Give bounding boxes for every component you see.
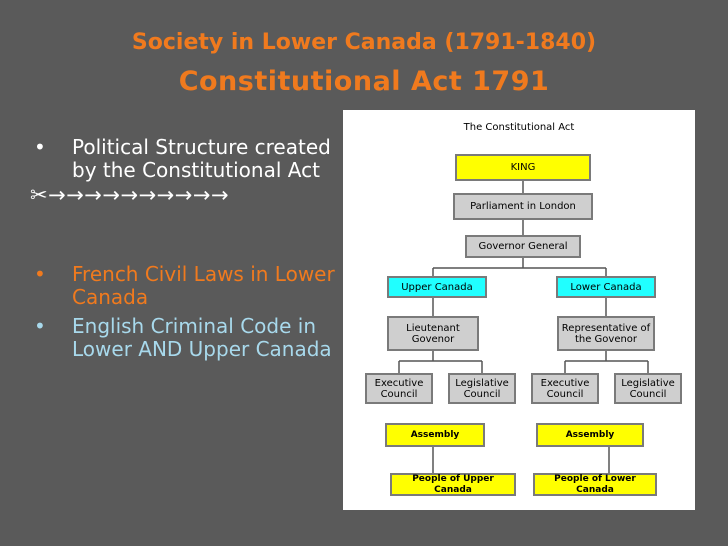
governor-general-box: Governor General [465, 235, 581, 258]
people-upper-canada-box: People of Upper Canada [390, 473, 516, 496]
bullet-text: French Civil Laws in Lower Canada [72, 262, 335, 309]
lower-executive-council-box: Executive Council [531, 373, 599, 404]
bullet-text: Political Structure created by the Constitutional Act [72, 135, 331, 182]
lower-assembly-box: Assembly [536, 423, 644, 447]
lieutenant-governor-box: Lieutenant Govenor [387, 316, 479, 351]
upper-canada-box: Upper Canada [387, 276, 487, 298]
representative-governor-box: Representative of the Govenor [557, 316, 655, 351]
bullet-list [30, 136, 360, 361]
lower-canada-box: Lower Canada [556, 276, 656, 298]
upper-assembly-box: Assembly [385, 423, 485, 447]
bullet-english-criminal-code [30, 315, 360, 361]
bullet-french-civil-laws [30, 263, 360, 309]
slide-title: Society in Lower Canada (1791-1840) [131, 30, 597, 55]
bullet-marker: • [34, 135, 46, 159]
bullet-marker: • [34, 314, 46, 338]
parliament-box: Parliament in London [453, 193, 593, 220]
bullet-text: English Criminal Code in Lower AND Upper Canada [72, 314, 332, 361]
arrow-row: ✂→→→→→→→→→→ [30, 183, 230, 207]
lower-legislative-council-box: Legislative Council [614, 373, 682, 404]
slide-subtitle: Constitutional Act 1791 [178, 66, 550, 97]
bullet-political-structure [30, 136, 360, 182]
upper-legislative-council-box: Legislative Council [448, 373, 516, 404]
people-lower-canada-box: People of Lower Canada [533, 473, 657, 496]
upper-executive-council-box: Executive Council [365, 373, 433, 404]
king-box: KING [455, 154, 591, 181]
constitutional-act-org-chart [343, 110, 695, 510]
org-chart-title: The Constitutional Act [463, 122, 575, 133]
bullet-marker: • [34, 262, 46, 286]
